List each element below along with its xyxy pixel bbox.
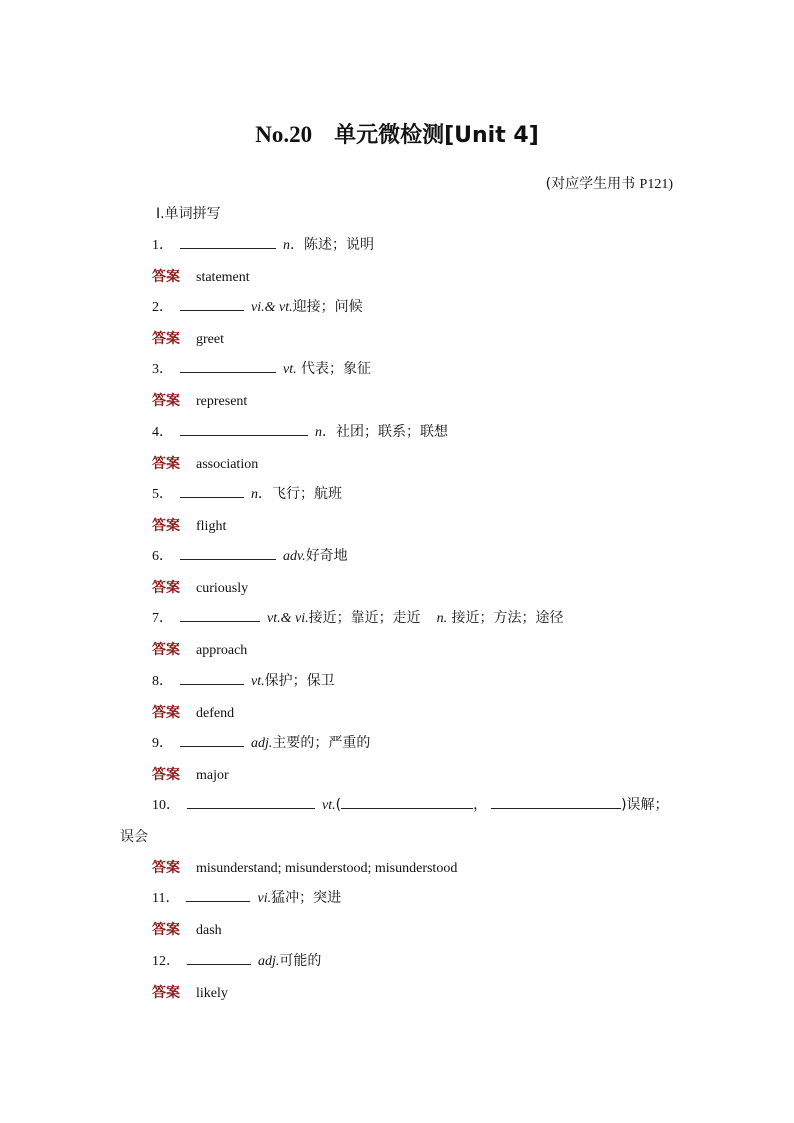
answer-blank (180, 607, 260, 622)
question-6 (152, 544, 348, 569)
question-number: 2． (152, 300, 173, 315)
question-number: 4． (152, 425, 173, 440)
question-gloss: 好奇地 (305, 548, 348, 564)
answer-value: defend (196, 706, 235, 721)
paren-open: ( (335, 797, 342, 813)
question-1 (152, 233, 374, 258)
answer-1 (152, 266, 250, 289)
question-number: 8． (152, 674, 173, 689)
question-11 (152, 886, 341, 911)
answer-value: flight (196, 519, 227, 534)
question-9 (152, 731, 370, 756)
question-3 (152, 357, 371, 382)
question-2 (152, 295, 363, 320)
question-number: 12． (152, 954, 180, 969)
answer-blank (187, 794, 315, 809)
answer-value: association (196, 457, 259, 472)
question-gloss: ．飞行；航班 (258, 486, 342, 502)
question-gloss: 猛冲；突进 (271, 890, 342, 906)
question-gloss: ．陈述；说明 (290, 237, 374, 253)
answer-label: 答案 (152, 985, 180, 1001)
part-of-speech-2: n. (436, 611, 448, 626)
answer-label: 答案 (152, 393, 180, 409)
question-gloss: ．社团；联系；联想 (322, 424, 448, 440)
answer-10 (152, 857, 457, 880)
answer-label: 答案 (152, 456, 180, 472)
answer-value: dash (196, 923, 222, 938)
question-gloss: 迎接；问候 (292, 299, 363, 315)
question-4 (152, 420, 448, 445)
question-number: 3． (152, 362, 173, 377)
question-gloss: 接近；靠近；走近 (308, 610, 421, 626)
answer-blank (180, 421, 308, 436)
answer-blank-participle (491, 794, 621, 809)
answer-label: 答案 (152, 331, 180, 347)
question-number: 9． (152, 736, 173, 751)
answer-6 (152, 577, 248, 600)
title-number: No.20 (255, 122, 313, 147)
textbook-reference (546, 173, 673, 196)
answer-value: statement (196, 270, 250, 285)
answer-label: 答案 (152, 767, 180, 783)
answer-4 (152, 453, 258, 476)
question-5 (152, 482, 342, 507)
question-gloss: )误解； (621, 797, 669, 813)
question-10 (152, 793, 669, 818)
answer-label: 答案 (152, 580, 180, 596)
part-of-speech: vt. (283, 362, 297, 377)
question-number: 1． (152, 238, 173, 253)
answer-12 (152, 982, 228, 1005)
answer-8 (152, 702, 234, 725)
part-of-speech: n (251, 487, 258, 502)
answer-blank (180, 545, 276, 560)
answer-label: 答案 (152, 705, 180, 721)
question-12 (152, 949, 321, 974)
answer-label: 答案 (152, 518, 180, 534)
question-number: 11． (152, 891, 180, 906)
part-of-speech: n (283, 238, 290, 253)
part-of-speech: vt. (251, 674, 265, 689)
question-gloss: 可能的 (279, 953, 322, 969)
question-8 (152, 669, 335, 694)
part-of-speech: vi. (257, 891, 272, 906)
answer-value: major (196, 768, 229, 783)
answer-value: likely (196, 986, 228, 1001)
answer-blank (186, 887, 250, 902)
part-of-speech: adj. (251, 736, 273, 751)
question-10-wrap: 误会 (120, 829, 148, 845)
part-of-speech: adj. (258, 954, 280, 969)
title-text: 单元微检测[Unit 4] (334, 123, 539, 148)
answer-value: represent (196, 394, 248, 409)
answer-3 (152, 390, 247, 413)
question-number: 10． (152, 798, 180, 813)
answer-blank (180, 234, 276, 249)
question-7 (152, 606, 564, 631)
answer-label: 答案 (152, 269, 180, 285)
answer-9 (152, 764, 229, 787)
part-of-speech: vt. (322, 798, 336, 813)
answer-blank (180, 732, 244, 747)
question-gloss: 主要的；严重的 (272, 735, 371, 751)
answer-blank (180, 358, 276, 373)
answer-label: 答案 (152, 642, 180, 658)
question-gloss: 保护；保卫 (264, 673, 335, 689)
answer-5 (152, 515, 226, 538)
question-number: 5． (152, 487, 173, 502)
part-of-speech: vi.& vt. (251, 300, 293, 315)
answer-label: 答案 (152, 860, 180, 876)
answer-blank (187, 950, 251, 965)
reference-label: (对应学生用书 (545, 176, 636, 192)
answer-blank (180, 483, 244, 498)
reference-page: P121) (639, 177, 673, 192)
answer-value: approach (196, 643, 248, 658)
answer-blank (180, 670, 244, 685)
answer-value: curiously (196, 581, 249, 596)
answer-value: greet (196, 332, 224, 347)
part-of-speech: n (315, 425, 322, 440)
question-gloss-2: 接近；方法；途径 (447, 610, 564, 626)
answer-2 (152, 328, 224, 351)
answer-blank-past (341, 794, 473, 809)
question-number: 6． (152, 549, 173, 564)
answer-label: 答案 (152, 922, 180, 938)
answer-7 (152, 639, 247, 662)
answer-blank (180, 296, 244, 311)
answer-11 (152, 919, 222, 942)
question-gloss: 代表；象征 (296, 361, 372, 377)
part-of-speech: adv. (283, 549, 306, 564)
answer-value: misunderstand; misunderstood; misunderstood (196, 861, 458, 876)
comma-separator: ， (473, 797, 488, 813)
page-title (0, 118, 794, 153)
question-number: 7． (152, 611, 173, 626)
part-of-speech: vt.& vi. (267, 611, 309, 626)
section-heading: Ⅰ.单词拼写 (156, 206, 221, 222)
